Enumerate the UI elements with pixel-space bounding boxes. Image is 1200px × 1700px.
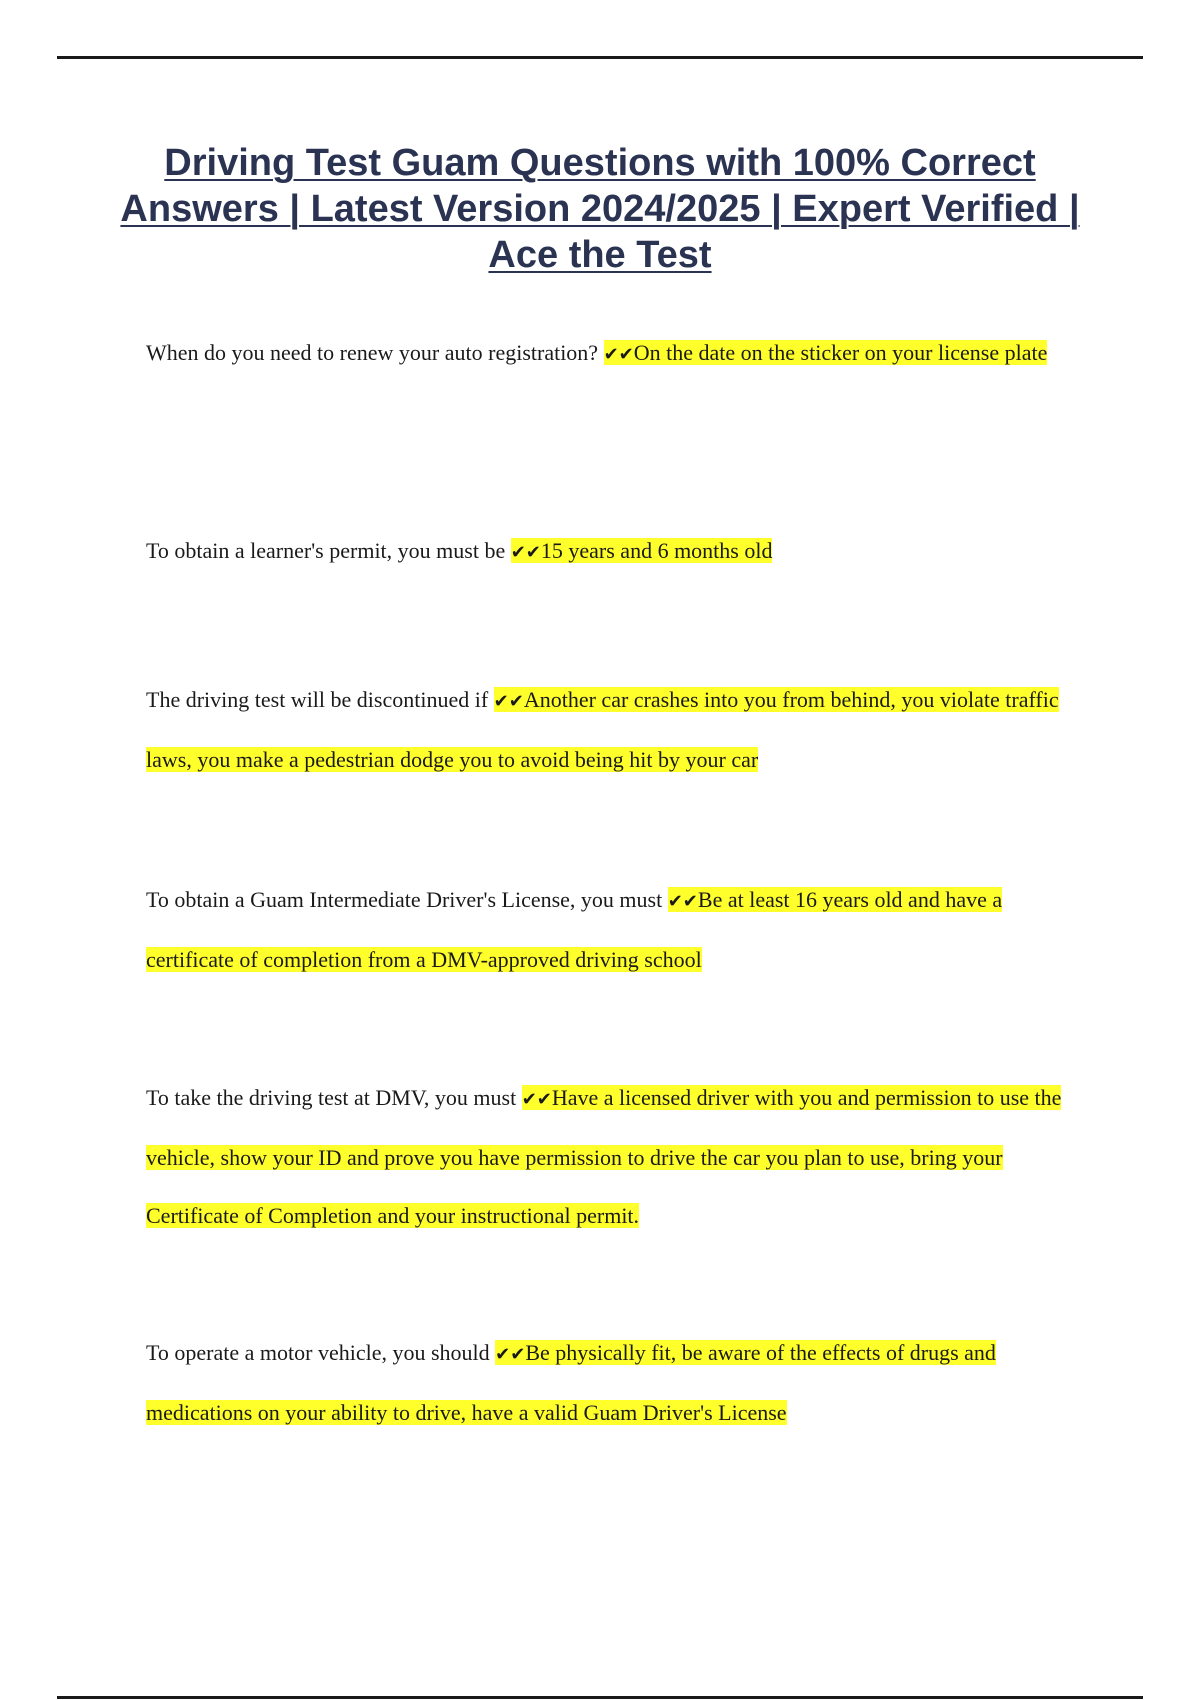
qa-item-1 — [146, 324, 1086, 384]
qa-item-2 — [146, 522, 1086, 582]
qa-item-5 — [146, 1069, 1086, 1245]
answer-text: Be physically fit, be aware of the effects of drugs and medications on your ability to drive, have a valid Guam Driver's License — [146, 1340, 996, 1425]
answer-text: Be at least 16 years old and have a certificate of completion from a DMV-approved driving school — [146, 887, 1003, 972]
question-text: To operate a motor vehicle, you should — [146, 1340, 490, 1365]
check-mark-icon: ✔✔ — [521, 1089, 552, 1110]
document-title: Driving Test Guam Questions with 100% Correct Answers | Latest Version 2024/2025 | Expert Verified | Ace the Test — [120, 142, 1080, 276]
top-divider — [57, 56, 1143, 59]
answer-text: Have a licensed driver with you and permission to use the vehicle, show your ID and prove you have permission to drive the car you plan to use, bring your Certificate of Completion and your instructional permit. — [146, 1085, 1062, 1228]
qa-item-4 — [146, 871, 1086, 989]
check-mark-icon: ✔✔ — [667, 891, 698, 912]
check-mark-icon: ✔✔ — [495, 1344, 526, 1365]
qa-item-6 — [146, 1324, 1086, 1442]
check-mark-icon: ✔✔ — [510, 542, 541, 563]
question-text: To obtain a Guam Intermediate Driver's License, you must — [146, 887, 663, 912]
qa-item-3 — [146, 671, 1086, 789]
check-mark-icon: ✔✔ — [493, 691, 524, 712]
answer-text: On the date on the sticker on your license plate — [633, 340, 1048, 365]
bottom-divider — [57, 1696, 1143, 1699]
question-text: The driving test will be discontinued if — [146, 687, 489, 712]
check-mark-icon: ✔✔ — [603, 344, 634, 365]
question-text: When do you need to renew your auto registration? — [146, 340, 599, 365]
question-text: To take the driving test at DMV, you must — [146, 1085, 517, 1110]
question-text: To obtain a learner's permit, you must be — [146, 538, 506, 563]
answer-text: Another car crashes into you from behind, you violate traffic laws, you make a pedestrian dodge you to avoid being hit by your car — [146, 687, 1059, 772]
answer-text: 15 years and 6 months old — [540, 538, 773, 563]
